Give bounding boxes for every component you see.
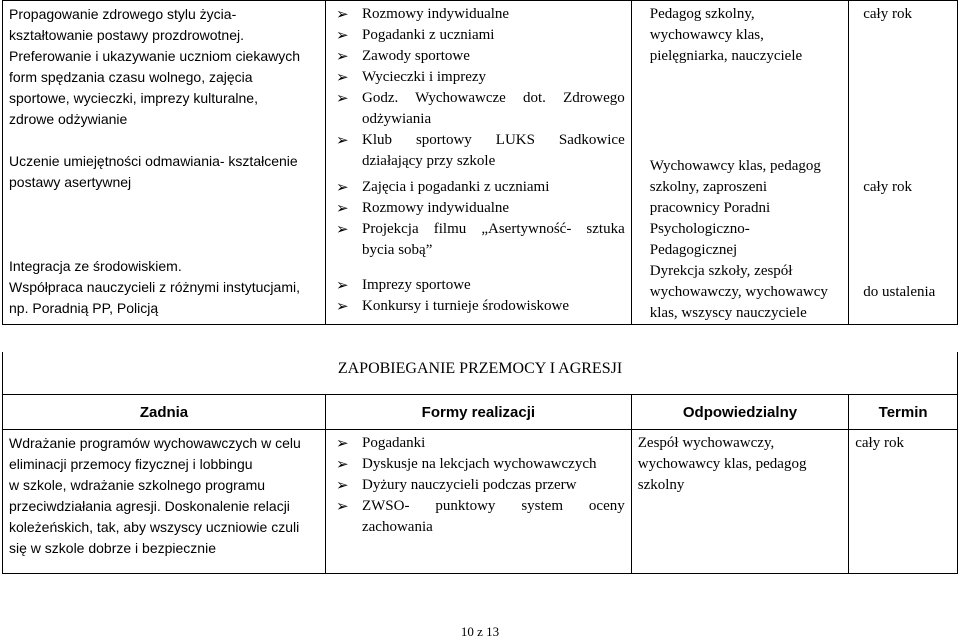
arrowhead-bullet-icon: ➢: [335, 47, 349, 65]
text-line: cały rok: [863, 6, 912, 22]
text-line: do ustalenia: [863, 284, 936, 300]
text-line: form spędzania czasu wolnego, zajęcia: [9, 69, 253, 85]
text-line: cały rok: [855, 435, 904, 451]
text-line: Preferowanie i ukazywanie uczniom ciekawych: [9, 48, 301, 64]
arrowhead-bullet-icon: ➢: [335, 297, 349, 315]
text-line: się w szkole dobrze i bezpiecznie: [9, 540, 216, 556]
text-line: Współpraca nauczycieli z różnymi instytucjami,: [9, 279, 300, 295]
text-line: Wychowawcy klas, pedagog: [649, 158, 821, 174]
text-line: eliminacji przemocy fizycznej i lobbingu: [9, 456, 253, 472]
text-line: Uczenie umiejętności odmawiania- kształcenie: [9, 153, 298, 169]
forms-cell: [325, 1, 631, 325]
text-line: szkolny, zaproszeni: [649, 179, 768, 195]
term-cell: [849, 1, 958, 325]
list-item: ➢ Imprezy sportowe: [335, 276, 471, 294]
text-line: przeciwdziałania agresji. Doskonalenie relacji: [9, 498, 290, 514]
forms-list: [336, 433, 625, 538]
text-line: wychowawczy, wychowawcy: [649, 284, 828, 300]
list-item: ➢ Godz. Wychowawcze dot. Zdrowego odżywiania: [335, 89, 625, 127]
text-line: sportowe, wycieczki, imprezy kulturalne,: [9, 90, 258, 106]
arrowhead-bullet-icon: ➢: [335, 220, 349, 238]
arrowhead-bullet-icon: ➢: [335, 178, 349, 196]
text-line: kształtowanie postawy prozdrowotnej.: [9, 27, 245, 43]
list-item: ➢ Dyżury nauczycieli podczas przerw: [335, 476, 577, 494]
text-line: wychowawcy klas, pedagog: [637, 456, 807, 472]
list-item: ➢ Konkursy i turnieje środowiskowe: [335, 297, 570, 315]
list-item: ➢ Dyskusje na lekcjach wychowawczych: [335, 455, 597, 473]
list-item: ➢ ZWSO- punktowy system oceny zachowania: [335, 497, 625, 535]
arrowhead-bullet-icon: ➢: [335, 476, 349, 494]
forms-list: [336, 177, 625, 261]
text-line: Wdrażanie programów wychowawczych w celu: [9, 435, 301, 451]
table-row: [3, 430, 958, 574]
arrowhead-bullet-icon: ➢: [335, 199, 349, 217]
text-line: Propagowanie zdrowego stylu życia-: [9, 6, 237, 22]
table-header-row: [3, 395, 958, 430]
arrowhead-bullet-icon: ➢: [335, 276, 349, 294]
text-line: koleżeńskich, tak, aby wszyscy uczniowie czuli: [9, 519, 300, 535]
text-line: klas, wszyscy nauczyciele: [649, 305, 807, 321]
list-item: ➢ Wycieczki i imprezy: [335, 68, 487, 86]
list-item: ➢ Rozmowy indywidualne: [335, 199, 510, 217]
term-cell: [849, 430, 958, 574]
arrowhead-bullet-icon: ➢: [335, 26, 349, 44]
list-item: ➢ Klub sportowy LUKS Sadkowice działający przy szkole: [335, 131, 625, 169]
arrowhead-bullet-icon: ➢: [335, 89, 349, 107]
arrowhead-bullet-icon: ➢: [335, 5, 349, 23]
text-line: szkolny: [637, 477, 685, 493]
arrowhead-bullet-icon: ➢: [335, 497, 349, 515]
section-title: ZAPOBIEGANIE PRZEMOCY I AGRESJI: [337, 360, 623, 377]
text-line: wychowawcy klas,: [649, 27, 764, 43]
forms-list: [336, 275, 625, 317]
plan-table-health: [2, 0, 958, 325]
plan-table-violence: [2, 394, 958, 574]
text-line: Dyrekcja szkoły, zespół: [649, 263, 793, 279]
responsible-cell: [631, 1, 848, 325]
arrowhead-bullet-icon: ➢: [335, 434, 349, 452]
text-line: postawy asertywnej: [9, 174, 132, 190]
forms-cell: [325, 430, 631, 574]
column-header: Formy realizacji: [325, 395, 631, 430]
responsible-cell: [631, 430, 848, 574]
text-line: np. Poradnią PP, Policją: [9, 300, 159, 316]
text-line: Pedagog szkolny,: [649, 6, 755, 22]
text-line: Integracja ze środowiskiem.: [9, 258, 182, 274]
column-header: Odpowiedzialny: [631, 395, 848, 430]
text-line: w szkole, wdrażanie szkolnego programu: [9, 477, 266, 493]
task-cell: [3, 430, 326, 574]
text-line: cały rok: [863, 179, 912, 195]
column-header: Zadnia: [3, 395, 326, 430]
table-row: [3, 1, 958, 325]
forms-list: [336, 4, 625, 172]
page-number: 10 z 13: [460, 624, 500, 639]
text-line: Psychologiczno-: [649, 221, 750, 237]
text-line: pielęgniarka, nauczyciele: [649, 48, 803, 64]
arrowhead-bullet-icon: ➢: [335, 131, 349, 149]
list-item: ➢ Rozmowy indywidualne: [335, 5, 510, 23]
text-line: zdrowe odżywianie: [9, 111, 128, 127]
text-line: pracownicy Poradni: [649, 200, 771, 216]
list-item: ➢ Projekcja filmu „Asertywność- sztuka bycia sobą”: [335, 220, 625, 258]
task-cell: [3, 1, 326, 325]
section-header: [2, 352, 958, 394]
arrowhead-bullet-icon: ➢: [335, 455, 349, 473]
list-item: ➢ Zajęcia i pogadanki z uczniami: [335, 178, 550, 196]
arrowhead-bullet-icon: ➢: [335, 68, 349, 86]
list-item: ➢ Zawody sportowe: [335, 47, 470, 65]
text-line: Zespół wychowawczy,: [637, 435, 775, 451]
list-item: ➢ Pogadanki: [335, 434, 426, 452]
list-item: ➢ Pogadanki z uczniami: [335, 26, 495, 44]
column-header: Termin: [849, 395, 958, 430]
text-line: Pedagogicznej: [649, 242, 738, 258]
